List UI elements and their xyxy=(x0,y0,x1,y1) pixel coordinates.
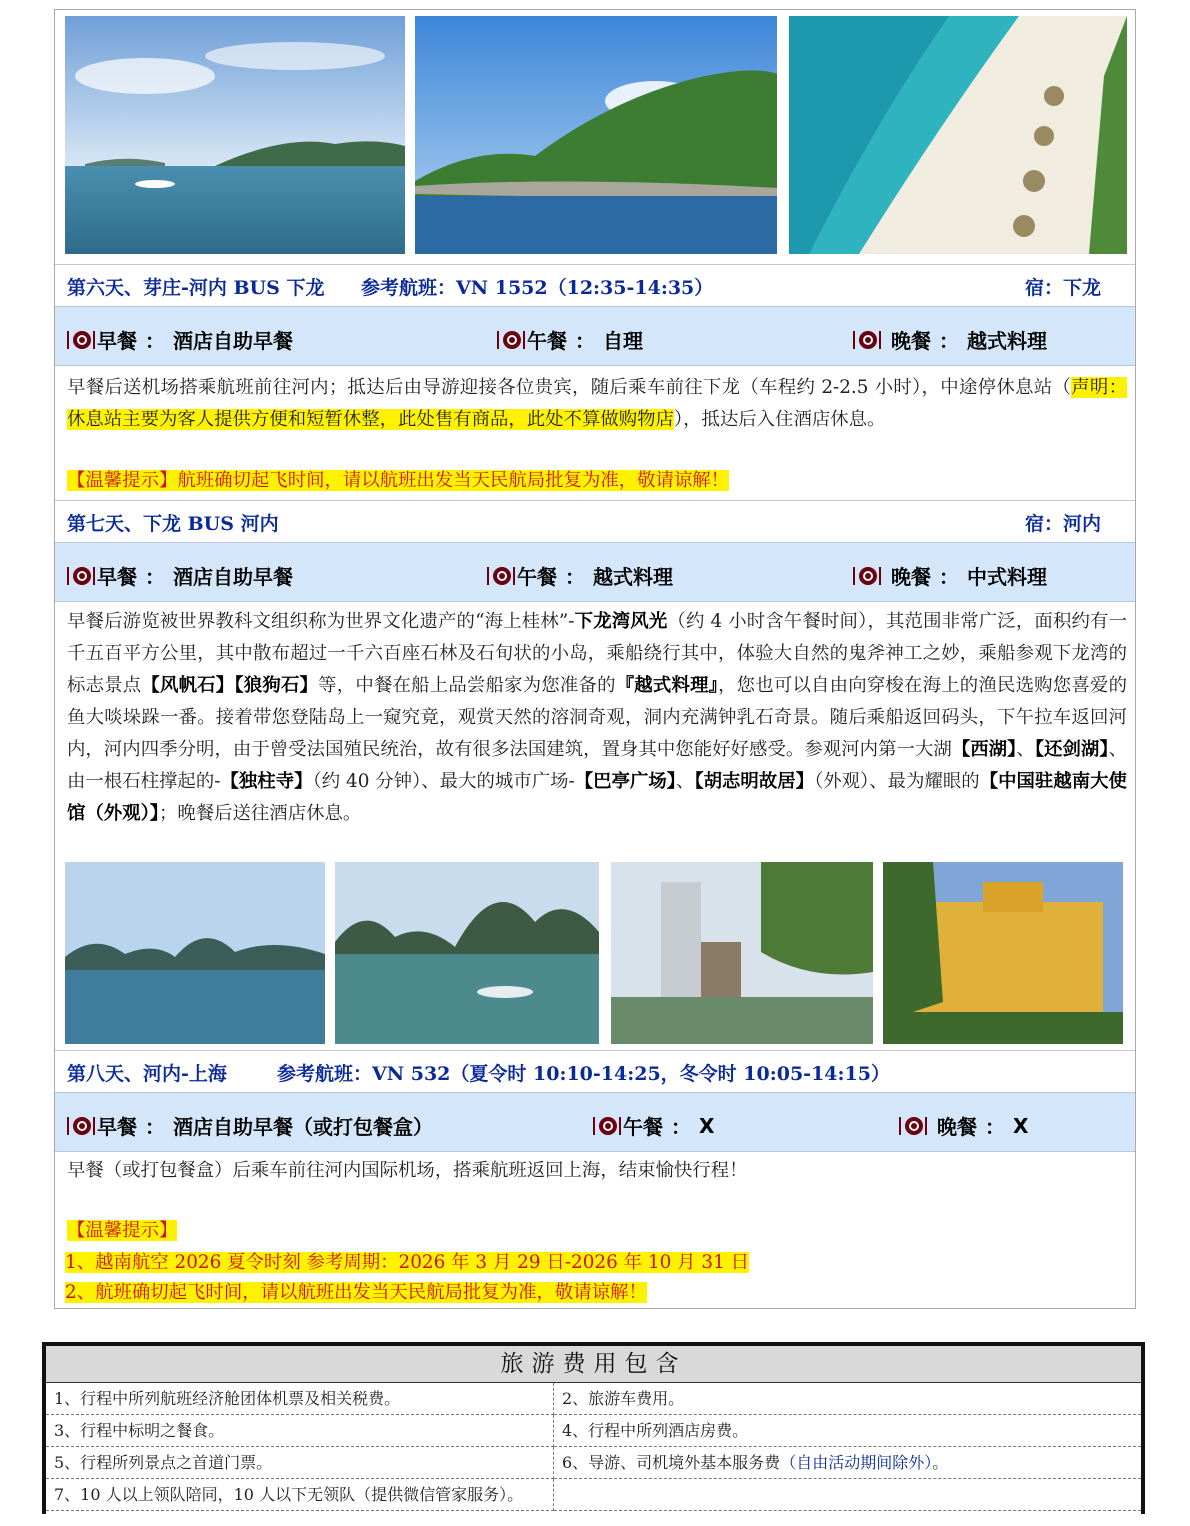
fee-item: 5、行程所列景点之首道门票。 xyxy=(46,1447,554,1479)
day8-description: 早餐（或打包餐盒）后乘车前往河内国际机场，搭乘航班返回上海，结束愉快行程！ xyxy=(67,1160,748,1181)
itinerary-table xyxy=(54,9,1136,1309)
day8-tip-2: 2、航班确切起飞时间，请以航班出发当天民航局批复为准，敬请谅解！ xyxy=(65,1282,647,1303)
dining-icon xyxy=(591,1114,621,1138)
day8-tip-1: 1、越南航空 2026 夏令时刻 参考周期：2026 年 3 月 29 日-2026 年 10 月 31 日 xyxy=(65,1252,750,1273)
day8-lunch: 午餐 ： X xyxy=(591,1111,714,1140)
day6-photo-row xyxy=(55,10,1135,260)
day6-meal-row xyxy=(55,306,1135,366)
day8-title: 第八天、河内-上海 xyxy=(67,1063,227,1085)
day7-dinner: 晚餐 ： 中式料理 xyxy=(851,561,1047,590)
day6-header xyxy=(55,264,1135,304)
fee-item: 2、旅游车费用。 xyxy=(554,1383,1141,1415)
fee-item: 1、行程中所列航班经济舱团体机票及相关税费。 xyxy=(46,1383,554,1415)
hoan-kiem-lake-photo xyxy=(611,862,873,1044)
day6-description: 早餐后送机场搭乘航班前往河内；抵达后由导游迎接各位贵宾，随后乘车前往下龙（车程约 2-2.5 小时），中途停休息站（声明：休息站主要为客人提供方便和短暂休整，此处售有商品，此处不算做购物店），抵达后入住酒店休息。 xyxy=(67,377,1127,430)
fee-included-table xyxy=(42,1342,1145,1514)
day7-photo-row xyxy=(55,860,1135,1046)
day8-flight: 参考航班：VN 532（夏令时 10:10-14:25，冬令时 10:05-14:15） xyxy=(277,1063,890,1085)
halong-bay-photo xyxy=(65,862,325,1044)
day7-description: 早餐后游览被世界教科文组织称为世界文化遗产的“海上桂林”-下龙湾风光（约 4 小时含午餐时间），其范围非常广泛，面积约有一千五百平方公里，其中散布超过一千六百座石林及石旬状的小岛，乘船绕行其中，体验大自然的鬼斧神工之妙，乘船参观下龙湾的标志景点【风帆石】【狼狗石】等，中餐在船上品尝船家为您准备的『越式料理』，您也可以自由向穿梭在海上的渔民选购您喜爱的鱼大啖垛跺一番。接着带您登陆岛上一窥究竟，观赏天然的溶洞奇观，洞内充满钟乳石奇景。随后乘船返回码头，下午拉车返回河内，河内四季分明，由于曾受法国殖民统治，故有很多法国建筑，置身其中您能好好感受。参观河内第一大湖【西湖】、【还剑湖】、由一根石柱撑起的-【独柱寺】（约 40 分钟）、最大的城市广场-【巴亭广场】、【胡志明故居】（外观）、最为耀眼的【中国驻越南大使馆（外观）】；晚餐后送往酒店休息。 xyxy=(67,611,1127,824)
day6-dinner: 晚餐 ： 越式料理 xyxy=(851,325,1047,354)
fee-item: 6、导游、司机境外基本服务费（自由活动期间除外）。 xyxy=(554,1447,1141,1479)
day7-title: 第七天、下龙 BUS 河内 xyxy=(67,513,279,535)
day6-stay: 宿：下龙 xyxy=(1025,277,1102,299)
day7-meal-row xyxy=(55,542,1135,602)
fee-item: 4、行程中所列酒店房费。 xyxy=(554,1415,1141,1447)
dining-icon xyxy=(485,564,515,588)
fee-item xyxy=(554,1479,1141,1511)
day6-lunch: 午餐 ： 自理 xyxy=(495,325,643,354)
day6-tip: 【温馨提示】航班确切起飞时间，请以航班出发当天民航局批复为准，敬请谅解！ xyxy=(67,470,730,491)
fee-item: 3、行程中标明之餐食。 xyxy=(46,1415,554,1447)
day6-breakfast: 早餐 ： 酒店自助早餐 xyxy=(65,325,293,354)
dining-icon xyxy=(495,328,525,352)
dining-icon xyxy=(897,1114,927,1138)
presidential-palace-photo xyxy=(883,862,1123,1044)
day8-header xyxy=(55,1050,1135,1090)
dining-icon xyxy=(851,564,881,588)
day8-meal-row xyxy=(55,1092,1135,1152)
dining-icon xyxy=(65,564,95,588)
dining-icon xyxy=(65,1114,95,1138)
day8-breakfast: 早餐 ： 酒店自助早餐（或打包餐盒） xyxy=(65,1111,433,1140)
day8-dinner: 晚餐 ： X xyxy=(897,1111,1028,1140)
day6-title: 第六天、芽庄-河内 BUS 下龙 xyxy=(67,277,325,299)
day8-tip-title: 【温馨提示】 xyxy=(67,1220,178,1241)
halong-boat-photo xyxy=(335,862,599,1044)
sea-speedboat-photo xyxy=(65,16,405,254)
day7-header xyxy=(55,500,1135,540)
day7-stay: 宿：河内 xyxy=(1025,513,1102,535)
dining-icon xyxy=(851,328,881,352)
island-shore-photo xyxy=(415,16,777,254)
fee-title: 旅游费用包含 xyxy=(46,1346,1141,1383)
fee-grid xyxy=(46,1383,1141,1511)
dining-icon xyxy=(65,328,95,352)
day7-breakfast: 早餐 ： 酒店自助早餐 xyxy=(65,561,293,590)
day7-lunch: 午餐 ： 越式料理 xyxy=(485,561,673,590)
beach-umbrellas-photo xyxy=(789,16,1127,254)
day6-flight: 参考航班：VN 1552（12:35-14:35） xyxy=(361,277,714,299)
fee-item: 7、10 人以上领队陪同，10 人以下无领队（提供微信管家服务）。 xyxy=(46,1479,554,1511)
